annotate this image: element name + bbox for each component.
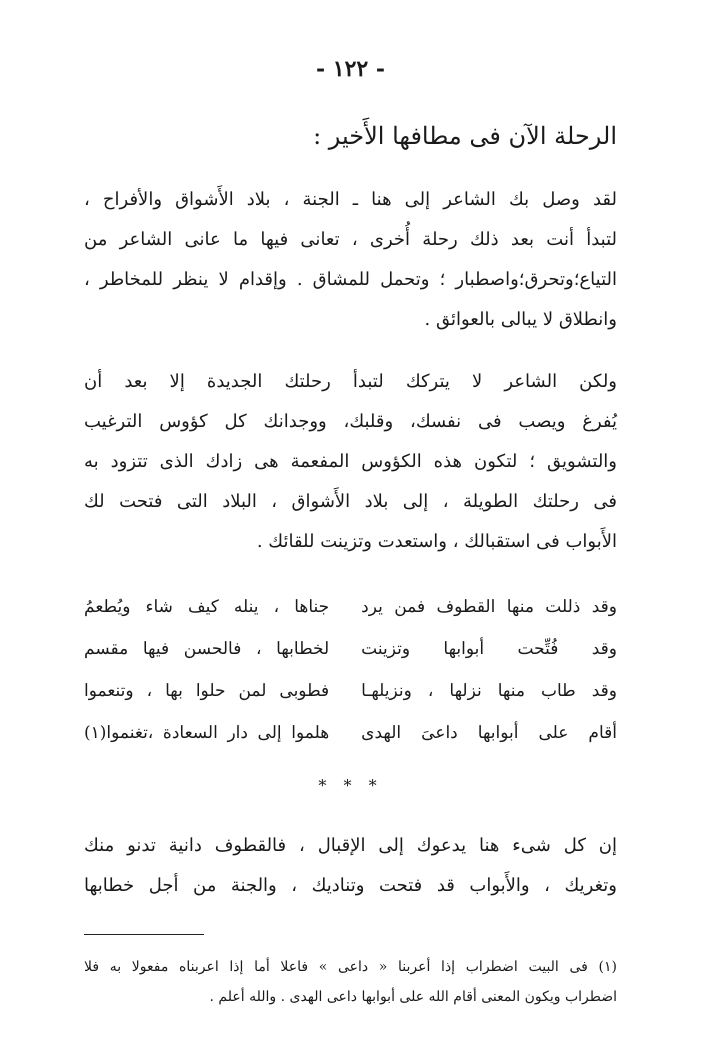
paragraph-line: يُفرغ ويصب فى نفسك، وقلبك، ووجدانك كل كؤوس الترغيب xyxy=(84,411,617,432)
paragraph-1 xyxy=(84,180,617,340)
poem-verse xyxy=(84,670,617,712)
paragraph-3 xyxy=(84,826,617,906)
section-separator: * * * xyxy=(318,776,383,795)
verse-first-hemistich: أقام على أبوابها داعىَ الهدى xyxy=(361,723,617,743)
verse-second-hemistich: جناها ، ينله كيف شاء ويُطعمُ xyxy=(84,597,330,617)
poem-verses xyxy=(84,586,617,754)
footnote xyxy=(84,952,617,1012)
footnote-divider xyxy=(84,934,204,935)
paragraph-line: وانطلاق لا يبالى بالعوائق . xyxy=(424,309,617,330)
paragraph-2 xyxy=(84,362,617,562)
poem-verse xyxy=(84,712,617,754)
paragraph-line: والتشويق ؛ لتكون هذه الكؤوس المفعمة هى زادك الذى تتزود به xyxy=(84,451,617,472)
paragraph-line: فى رحلتك الطويلة ، إلى بلاد الأَشواق ، البلاد التى فتحت لك xyxy=(84,491,617,512)
paragraph-line: لقد وصل بك الشاعر إلى هنا ـ الجنة ، بلاد الأَشواق والأفراح ، xyxy=(84,189,617,210)
verse-first-hemistich: وقد طاب منها نزلها ، ونزيلهـا xyxy=(361,681,617,701)
verse-first-hemistich: وقد فُتِّحت أبوابها وتزينت xyxy=(361,639,617,659)
verse-second-hemistich: لخطابها ، فالحسن فيها مقسم xyxy=(84,639,330,659)
poem-verse xyxy=(84,628,617,670)
footnote-line: اضطراب ويكون المعنى أقام الله على أبوابها داعى الهدى . والله أعلم . xyxy=(209,989,617,1005)
verse-second-hemistich: فطوبى لمن حلوا بها ، وتنعموا xyxy=(84,681,330,701)
paragraph-line: لتبدأ أنت بعد ذلك رحلة أُخرى ، تعانى فيها ما عانى الشاعر من xyxy=(84,229,617,250)
verse-first-hemistich: وقد ذللت منها القطوف فمن يرد xyxy=(361,597,617,617)
paragraph-line: التياع؛وتحرق؛واصطبار ؛ وتحمل للمشاق . وإقدام لا ينظر للمخاطر ، xyxy=(84,269,617,290)
page-number: - ١٢٢ - xyxy=(315,56,386,82)
paragraph-line: وتغريك ، والأَبواب قد فتحت وتناديك ، والجنة من أجل خطابها xyxy=(84,875,617,896)
paragraph-line: ولكن الشاعر لا يتركك لتبدأ رحلتك الجديدة إلا بعد أن xyxy=(84,371,617,392)
section-heading: الرحلة الآن فى مطافها الأَخير : xyxy=(313,122,617,150)
paragraph-line: الأَبواب فى استقبالك ، واستعدت وتزينت للقائك . xyxy=(256,531,617,552)
verse-second-hemistich: هلموا إلى دار السعادة ،تغنموا(١) xyxy=(84,723,330,743)
poem-verse xyxy=(84,586,617,628)
paragraph-line: إن كل شىء هنا يدعوك إلى الإقبال ، فالقطوف دانية تدنو منك xyxy=(84,835,617,856)
footnote-line: (١) فى البيت اضطراب إذا أعربنا « داعى » فاعلا أما إذا اعربناه مفعولا به فلا xyxy=(84,959,617,975)
